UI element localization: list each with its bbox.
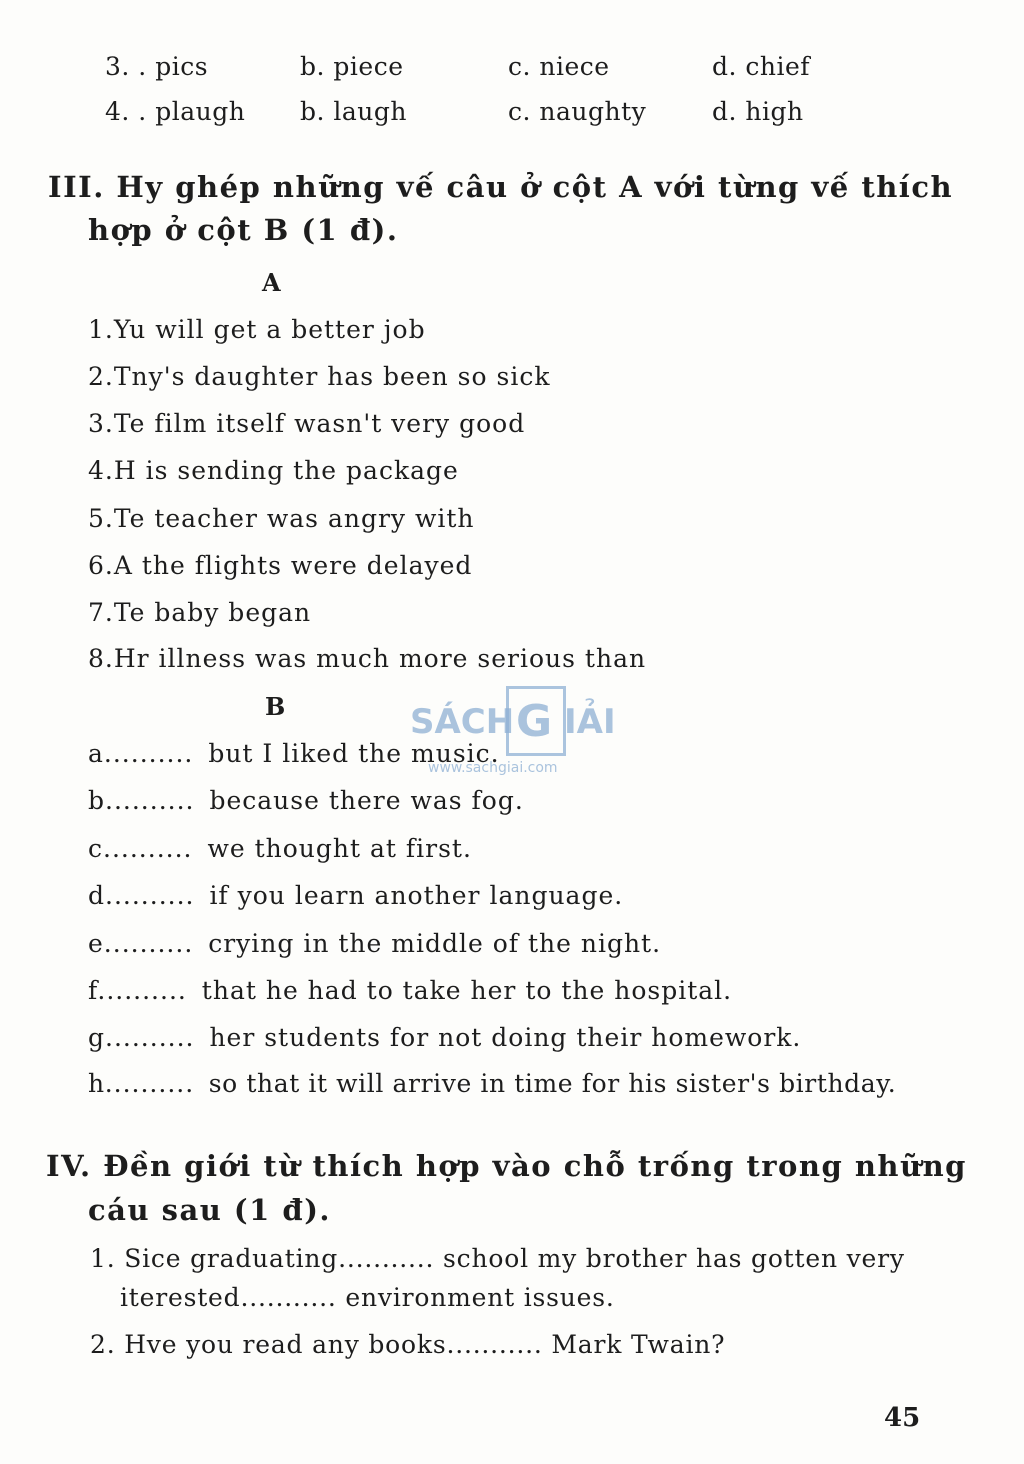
column-b-item: [88, 929, 661, 958]
column-a-item: 2.Tny's daughter has been so sick: [88, 362, 551, 391]
option-3d: d. chief: [712, 52, 811, 81]
column-b-item: [88, 1069, 896, 1098]
column-a-label: A: [262, 268, 281, 297]
column-b-label: B: [265, 692, 286, 721]
section-4-heading-line1: IV. Đền giới từ thích hợp vào chỗ trống trong những: [46, 1149, 967, 1183]
watermark-brand-left: SÁCH: [410, 702, 515, 742]
option-4b: b. laugh: [300, 97, 408, 126]
column-a-item: 7.Te baby began: [88, 598, 312, 627]
option-4c: c. naughty: [508, 97, 647, 126]
item-text: because there was fog.: [209, 786, 524, 815]
watermark-brand-g: G: [516, 696, 553, 747]
item-letter: f: [88, 976, 98, 1005]
item-text: but I liked the music.: [208, 739, 500, 768]
answer-blank: ..........: [105, 1023, 195, 1052]
answer-blank: ..........: [105, 881, 195, 910]
section-3-heading-line1: III. Hy ghép những vế câu ở cột A với từng vế thích: [48, 170, 954, 204]
item-letter: d: [88, 881, 106, 910]
watermark-brand-right: IẢI: [564, 702, 616, 742]
column-b-item: [88, 881, 623, 910]
section-3-heading-line2: hợp ở cột B (1 đ).: [88, 213, 399, 247]
column-b-item: [88, 786, 524, 815]
watermark-url: www.sachgiai.com: [428, 760, 558, 776]
option-4d: d. high: [712, 97, 804, 126]
column-b-item: [88, 1023, 801, 1052]
column-b-item: [88, 834, 472, 863]
page-number: 45: [884, 1403, 921, 1433]
column-a-item: 5.Te teacher was angry with: [88, 504, 475, 533]
option-3a: 3. . pics: [105, 52, 209, 81]
column-b-item: [88, 976, 732, 1005]
column-a-item: 1.Yu will get a better job: [88, 315, 426, 344]
answer-blank: ..........: [103, 739, 194, 768]
option-4a: 4. . plaugh: [105, 97, 246, 126]
answer-blank: ..........: [103, 834, 193, 863]
sachgiai-watermark: [408, 682, 618, 782]
item-letter: h: [88, 1069, 105, 1098]
option-3b: b. piece: [300, 52, 404, 81]
item-text: we thought at first.: [207, 834, 472, 863]
column-a-item: 3.Te film itself wasn't very good: [88, 409, 526, 438]
item-letter: a: [88, 739, 104, 768]
question-1-line1: 1. Sice graduating........... school my brother has gotten very: [90, 1244, 905, 1273]
answer-blank: ..........: [104, 1069, 195, 1098]
answer-blank: ..........: [105, 786, 195, 815]
item-letter: b: [88, 786, 106, 815]
answer-blank: ..........: [97, 976, 187, 1005]
answer-blank: ..........: [103, 929, 194, 958]
question-1-line2: iterested........... environment issues.: [120, 1283, 615, 1312]
item-text: so that it will arrive in time for his sister's birthday.: [208, 1069, 897, 1098]
item-text: her students for not doing their homework.: [209, 1023, 802, 1052]
item-letter: c: [88, 834, 104, 863]
option-3c: c. niece: [508, 52, 610, 81]
item-text: that he had to take her to the hospital.: [201, 976, 733, 1005]
question-2: 2. Hve you read any books........... Mark Twain?: [90, 1330, 726, 1359]
item-text: if you learn another language.: [209, 881, 624, 910]
column-a-item: 4.H is sending the package: [88, 456, 459, 485]
item-text: crying in the middle of the night.: [208, 929, 662, 958]
column-a-item: 6.A the flights were delayed: [88, 551, 473, 580]
section-4-heading-line2: cáu sau (1 đ).: [88, 1193, 332, 1227]
item-letter: g: [88, 1023, 106, 1052]
item-letter: e: [88, 929, 104, 958]
column-a-item: 8.Hr illness was much more serious than: [88, 644, 647, 673]
